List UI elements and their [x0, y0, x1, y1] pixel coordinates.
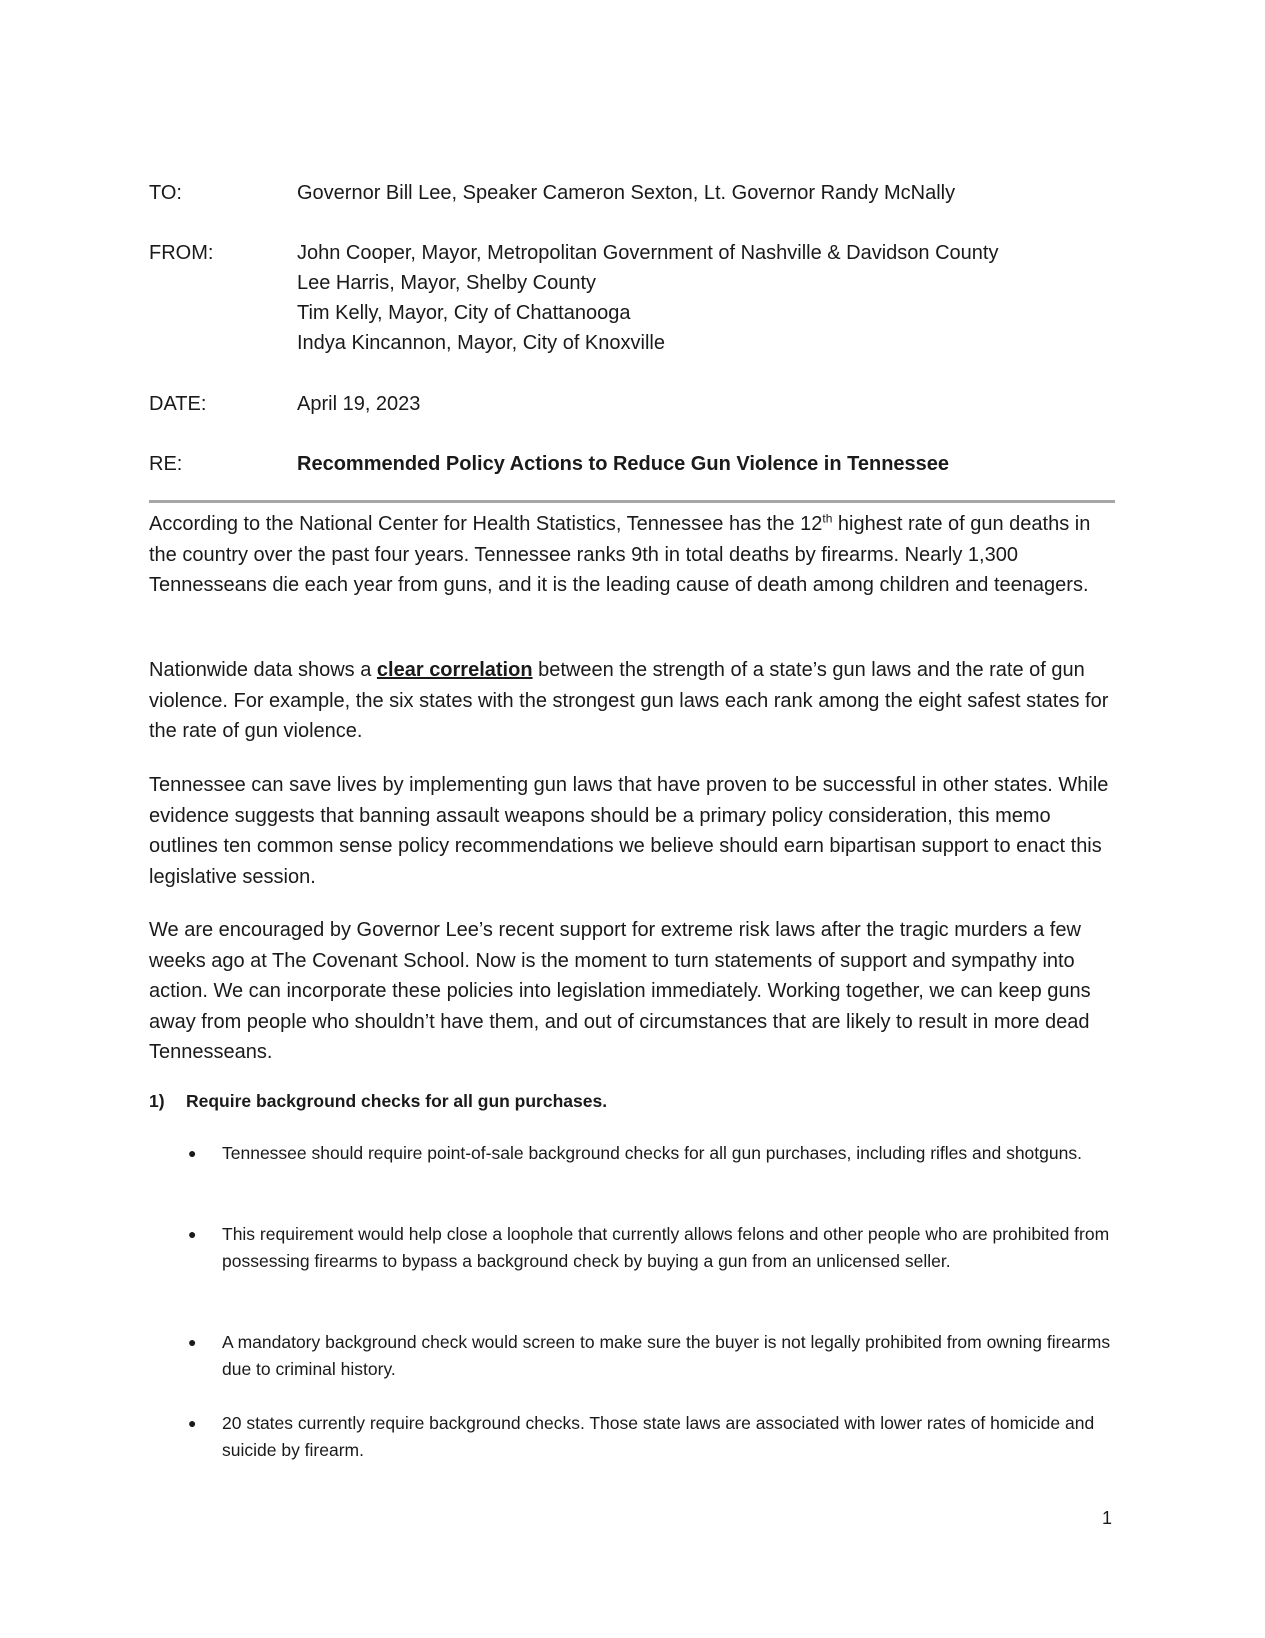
bullet-icon: ● — [188, 1415, 197, 1431]
bullet-text: 20 states currently require background checks. Those state laws are associated with lower rates of homicide and suicide by firearm. — [222, 1413, 1095, 1460]
clear-correlation-emphasis: clear correlation — [376, 659, 533, 681]
re-label: RE: — [149, 453, 183, 475]
paragraph-text: Nationwide data shows a — [149, 659, 377, 681]
section-title: Require background checks for all gun purchases. — [186, 1091, 608, 1111]
from-value — [297, 238, 998, 358]
from-line: Tim Kelly, Mayor, City of Chattanooga — [297, 302, 631, 324]
from-line: John Cooper, Mayor, Metropolitan Government of Nashville & Davidson County — [297, 242, 999, 264]
re-subject: Recommended Policy Actions to Reduce Gun Violence in Tennessee — [297, 453, 950, 475]
to-value: Governor Bill Lee, Speaker Cameron Sexton, Lt. Governor Randy McNally — [297, 182, 956, 204]
bullet-icon: ● — [188, 1226, 197, 1242]
bullet-icon: ● — [188, 1334, 197, 1350]
bullet-text: Tennessee should require point-of-sale background checks for all gun purchases, including rifles and shotguns. — [222, 1143, 1082, 1163]
list-item — [185, 1410, 1115, 1464]
to-label: TO: — [149, 182, 182, 204]
from-label: FROM: — [149, 242, 214, 264]
section-number: 1) — [149, 1091, 165, 1111]
from-line: Lee Harris, Mayor, Shelby County — [297, 272, 597, 294]
bullet-text: This requirement would help close a loophole that currently allows felons and other people who are prohibited from possessing firearms to bypass a background check by buying a gun from an unlicensed seller. — [222, 1224, 1110, 1271]
paragraph-gun-death-statistics — [149, 509, 1117, 601]
paragraph-save-lives: Tennessee can save lives by implementing gun laws that have proven to be successful in other states. While evidence suggests that banning assault weapons should be a primary policy consideration, this memo outlines ten common sense policy recommendations we believe should earn bipartisan support to enact this legislative session. — [149, 774, 1109, 888]
paragraph-covenant-school: We are encouraged by Governor Lee’s recent support for extreme risk laws after the tragic murders a few weeks ago at The Covenant School. Now is the moment to turn statements of support and sympathy into action. We can incorporate these policies into legislation immediately. Working together, we can keep guns away from people who shouldn’t have them, and out of circumstances that are likely to result in more dead Tennesseans. — [149, 919, 1091, 1063]
list-item — [185, 1221, 1115, 1275]
date-label: DATE: — [149, 393, 207, 415]
from-line: Indya Kincannon, Mayor, City of Knoxville — [297, 332, 665, 354]
list-item — [185, 1329, 1115, 1383]
paragraph-correlation — [149, 655, 1117, 747]
section-heading-background-checks — [149, 1089, 607, 1113]
paragraph-text: highest rate of gun deaths in the country over the past four years. Tennessee ranks 9th in total deaths by firearms. Nearly 1,300 Tennesseans die each year from guns, and it is the leading cause of death among children and teenagers. — [149, 513, 1091, 596]
paragraph-text: between the strength of a state’s gun laws and the rate of gun violence. For example, the six states with the strongest gun laws each rank among the eight safest states for the rate of gun violence. — [149, 659, 1109, 742]
bullet-icon: ● — [188, 1145, 197, 1161]
ordinal-superscript: th — [822, 511, 833, 526]
paragraph-text: According to the National Center for Health Statistics, Tennessee has the 12 — [149, 513, 823, 535]
date-value: April 19, 2023 — [297, 393, 421, 415]
header-divider — [149, 500, 1115, 503]
list-item — [185, 1140, 1115, 1167]
bullet-text: A mandatory background check would screen to make sure the buyer is not legally prohibited from owning firearms due to criminal history. — [222, 1332, 1111, 1379]
page-number: 1 — [1102, 1508, 1113, 1528]
